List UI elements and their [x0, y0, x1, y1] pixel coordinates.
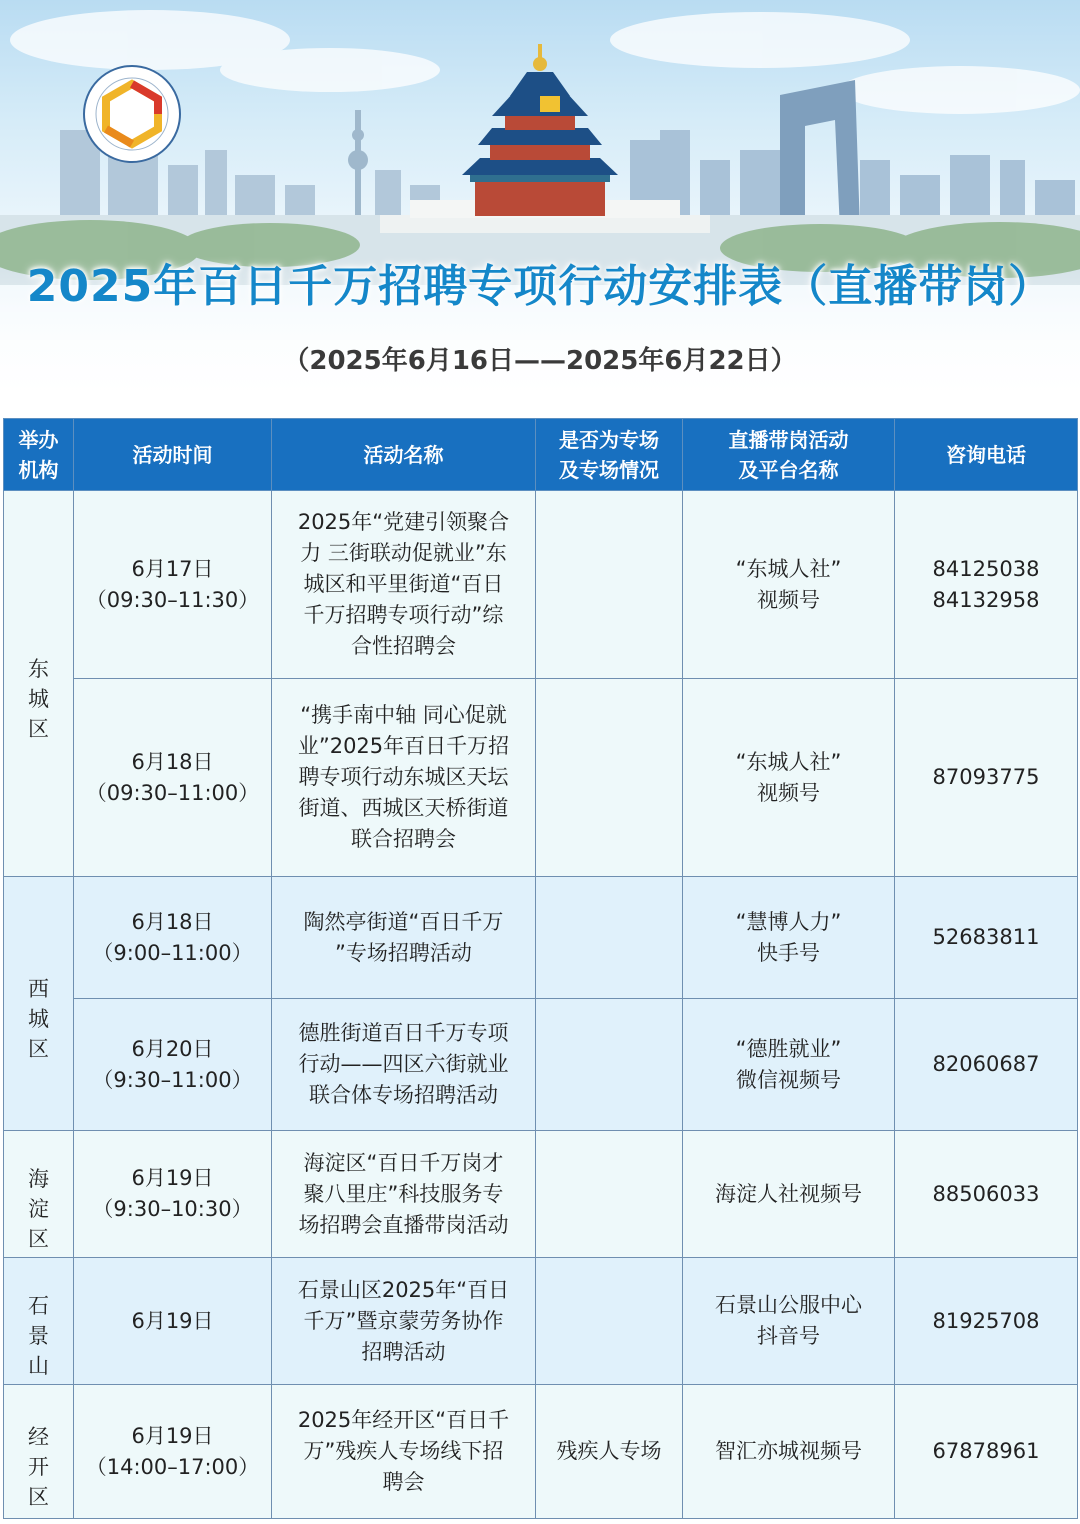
- page-title: 2025年百日千万招聘专项行动安排表（直播带岗）: [26, 261, 1054, 312]
- time-cell: 6月17日 （09:30–11:30）: [74, 491, 272, 679]
- organizer-name: 海淀区: [28, 1167, 49, 1251]
- phone-cell: 87093775: [895, 679, 1078, 877]
- phone-cell: 52683811: [895, 877, 1078, 999]
- time-cell: 6月19日: [74, 1258, 272, 1385]
- event-name-cell: 2025年“党建引领聚合 力 三街联动促就业”东 城区和平里街道“百日 千万招聘专项行动”综 合性招聘会: [272, 491, 536, 679]
- organizer-name: 石景山: [28, 1294, 49, 1378]
- organizer-cell: [4, 877, 74, 1131]
- phone-cell: 81925708: [895, 1258, 1078, 1385]
- column-header-phone: 咨询电话: [895, 419, 1078, 491]
- special-cell: [536, 877, 683, 999]
- organizer-cell: [4, 491, 74, 877]
- date-range-subtitle: （2025年6月16日——2025年6月22日）: [283, 346, 797, 376]
- special-cell: [536, 679, 683, 877]
- organizer-name: 经开区: [28, 1424, 49, 1509]
- phone-cell: 82060687: [895, 999, 1078, 1131]
- table-row: [4, 679, 1078, 877]
- column-header-platform: 直播带岗活动 及平台名称: [683, 419, 895, 491]
- header-banner: [0, 0, 1080, 410]
- organizer-cell: [4, 1385, 74, 1519]
- organizer-cell: [4, 1131, 74, 1258]
- table-row: [4, 999, 1078, 1131]
- organizer-name: 东城区: [28, 656, 49, 741]
- event-name-cell: 海淀区“百日千万岗才 聚八里庄”科技服务专 场招聘会直播带岗活动: [272, 1131, 536, 1258]
- event-name-cell: 2025年经开区“百日千 万”残疾人专场线下招 聘会: [272, 1385, 536, 1519]
- table-row: [4, 1131, 1078, 1258]
- column-header-organizer: 举办 机构: [4, 419, 74, 491]
- phone-cell: 88506033: [895, 1131, 1078, 1258]
- special-cell: [536, 999, 683, 1131]
- column-header-time: 活动时间: [74, 419, 272, 491]
- table-header-row: [4, 419, 1078, 491]
- schedule-table: [3, 418, 1078, 1519]
- table-row: [4, 1258, 1078, 1385]
- special-cell: [536, 1258, 683, 1385]
- table-row: [4, 877, 1078, 999]
- phone-cell: 67878961: [895, 1385, 1078, 1519]
- platform-cell: “东城人社” 视频号: [683, 491, 895, 679]
- platform-cell: “德胜就业” 微信视频号: [683, 999, 895, 1131]
- event-name-cell: 陶然亭街道“百日千万 ”专场招聘活动: [272, 877, 536, 999]
- column-header-special: 是否为专场 及专场情况: [536, 419, 683, 491]
- time-cell: 6月19日 （14:00–17:00）: [74, 1385, 272, 1519]
- platform-cell: “慧博人力” 快手号: [683, 877, 895, 999]
- special-cell: 残疾人专场: [536, 1385, 683, 1519]
- event-name-cell: 德胜街道百日千万专项 行动——四区六街就业 联合体专场招聘活动: [272, 999, 536, 1131]
- platform-cell: 海淀人社视频号: [683, 1131, 895, 1258]
- phone-cell: 84125038 84132958: [895, 491, 1078, 679]
- time-cell: 6月19日 （9:30–10:30）: [74, 1131, 272, 1258]
- public-employment-service-logo-icon: [80, 62, 184, 166]
- table-row: [4, 491, 1078, 679]
- platform-cell: 石景山公服中心 抖音号: [683, 1258, 895, 1385]
- platform-cell: 智汇亦城视频号: [683, 1385, 895, 1519]
- organizer-cell: [4, 1258, 74, 1385]
- event-name-cell: “携手南中轴 同心促就 业”2025年百日千万招 聘专项行动东城区天坛 街道、西城区天桥街道 联合招聘会: [272, 679, 536, 877]
- time-cell: 6月18日 （9:00–11:00）: [74, 877, 272, 999]
- column-header-event-name: 活动名称: [272, 419, 536, 491]
- special-cell: [536, 491, 683, 679]
- platform-cell: “东城人社” 视频号: [683, 679, 895, 877]
- special-cell: [536, 1131, 683, 1258]
- table-row: [4, 1385, 1078, 1519]
- time-cell: 6月18日 （09:30–11:00）: [74, 679, 272, 877]
- time-cell: 6月20日 （9:30–11:00）: [74, 999, 272, 1131]
- event-name-cell: 石景山区2025年“百日 千万”暨京蒙劳务协作 招聘活动: [272, 1258, 536, 1385]
- organizer-name: 西城区: [28, 976, 49, 1061]
